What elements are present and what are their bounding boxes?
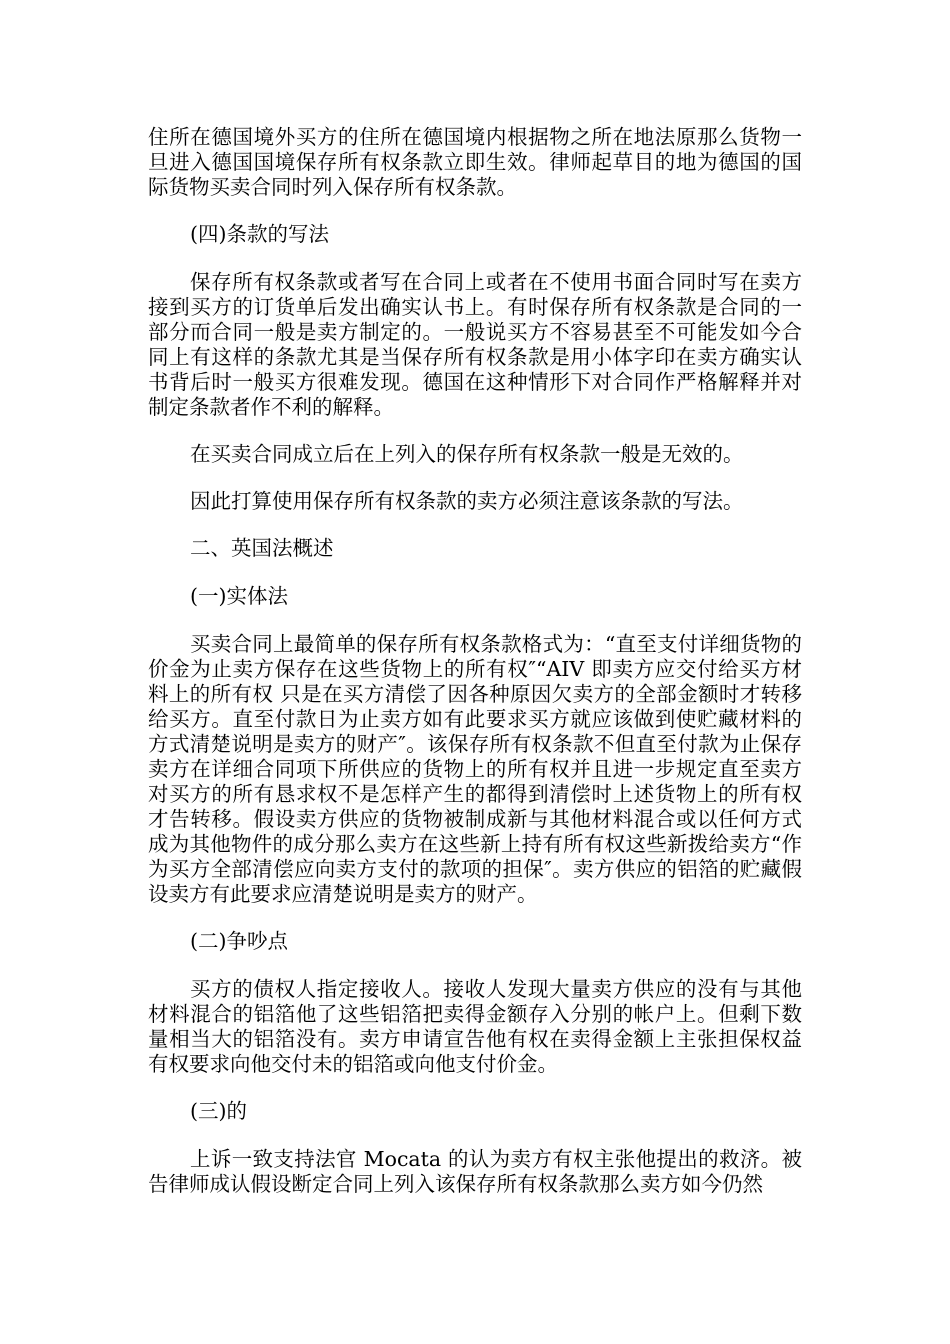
paragraph-continuation: 住所在德国境外买方的住所在德国境内根据物之所在地法原那么货物一旦进入德国国境保存所有权条款立即生效。律师起草目的地为德国的国际货物买卖合同时列入保存所有权条款。	[148, 125, 802, 199]
paragraph-clause-format: 买卖合同上最简单的保存所有权条款格式为：“直至支付详细货物的价金为止卖方保存在这些货物上的所有权″“AIV 即卖方应交付给买方材料上的所有权 只是在买方清偿了因各种原因欠卖方的全部金额时才转移给买方。直至付款日为止卖方如有此要求买方就应该做到使贮藏材料的方式清楚说明是卖方的财产″。该保存所有权条款不但直至付款为止保存卖方在详细合同项下所供应的货物上的所有权并且进一步规定直至卖方对买方的所有恳求权不是怎样产生的都得到清偿时上述货物上的所有权才告转移。假设卖方供应的货物被制成新与其他材料混合或以任何方式成为其他物件的成分那么卖方在这些新上持有所有权这些新拨给卖方“作为买方全部清偿应向卖方支付的款项的担保″。卖方供应的铝箔的贮藏假设卖方有此要求应清楚说明是卖方的财产。	[148, 632, 802, 906]
section-heading-substantive-law: (一)实体法	[190, 584, 288, 608]
section-heading-dispute: (二)争吵点	[190, 929, 288, 953]
section-heading-english-law: 二、英国法概述	[190, 536, 334, 560]
paragraph-therefore: 因此打算使用保存所有权条款的卖方必须注意该条款的写法。	[190, 489, 744, 513]
section-heading-clause-writing: (四)条款的写法	[190, 222, 329, 246]
paragraph-clause-placement: 保存所有权条款或者写在合同上或者在不使用书面合同时写在卖方接到买方的订货单后发出确实认书上。有时保存所有权条款是合同的一部分而合同一般是卖方制定的。一般说买方不容易甚至不可能发如今合同上有这样的条款尤其是当保存所有权条款是用小体字印在卖方确实认书背后时一般买方很难发现。德国在这种情形下对合同作严格解释并对制定条款者作不利的解释。	[148, 270, 802, 419]
section-heading-three: (三)的	[190, 1099, 247, 1123]
document-body	[148, 125, 802, 1219]
paragraph-appeal: 上诉一致支持法官 Mocata 的认为卖方有权主张他提出的救济。被告律师成认假设断定合同上列入该保存所有权条款那么卖方如今仍然	[148, 1147, 802, 1196]
paragraph-receiver: 买方的债权人指定接收人。接收人发现大量卖方供应的没有与其他材料混合的铝箔他了这些铝箔把卖得金额存入分别的帐户上。但剩下数量相当大的铝箔没有。卖方申请宣告他有权在卖得金额上主张担保权益有权要求向他交付未的铝箔或向他支付价金。	[148, 977, 802, 1076]
paragraph-after-contract: 在买卖合同成立后在上列入的保存所有权条款一般是无效的。	[190, 442, 744, 466]
